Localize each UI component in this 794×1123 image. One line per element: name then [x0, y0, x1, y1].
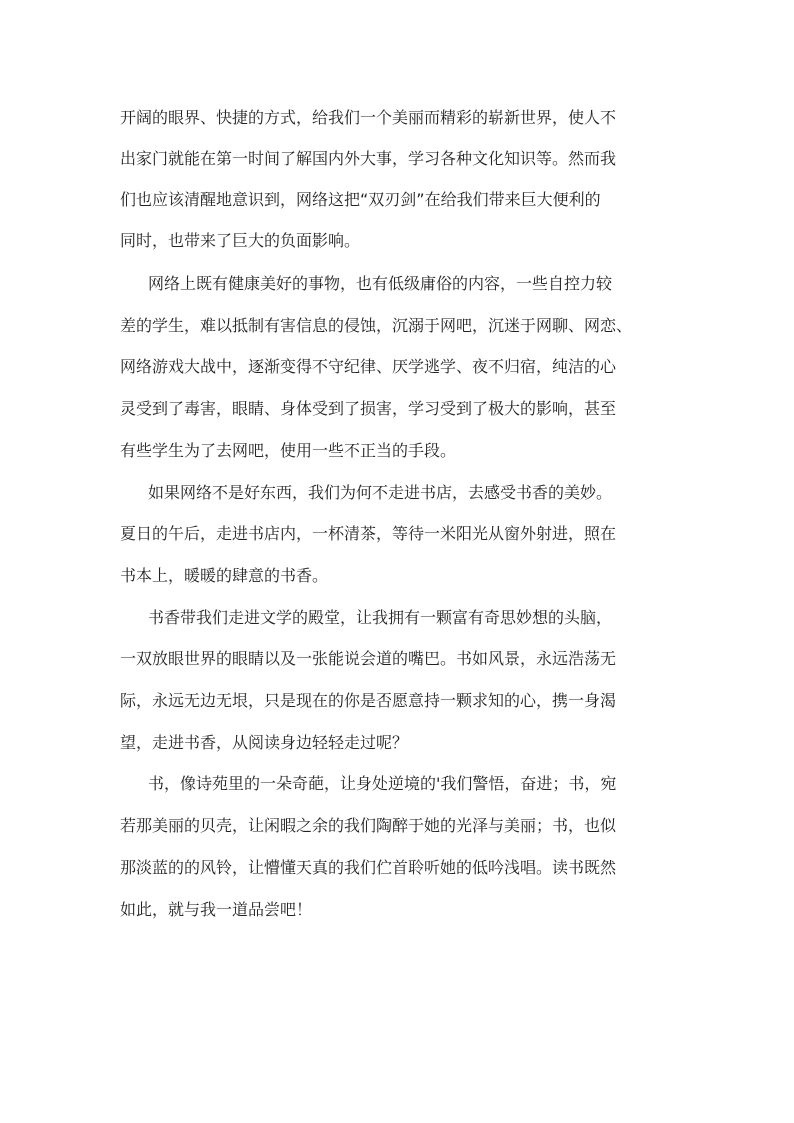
text-line: 同时，也带来了巨大的负面影响。 — [120, 231, 361, 250]
text-line: 一双放眼世界的眼睛以及一张能说会道的嘴巴。书如风景，永远浩荡无 — [120, 649, 617, 668]
text-line: 开阔的眼界、快捷的方式，给我们一个美丽而精彩的崭新世界，使人不 — [120, 108, 617, 127]
text-line: 如果网络不是好东西，我们为何不走进书店，去感受书香的美妙。 — [148, 483, 613, 502]
text-line: 差的学生，难以抵制有害信息的侵蚀，沉溺于网吧，沉迷于网聊、网恋、 — [120, 316, 633, 335]
text-line: 出家门就能在第一时间了解国内外大事，学习各种文化知识等。然而我 — [120, 149, 617, 168]
text-line: 书本上，暖暖的肆意的书香。 — [120, 566, 329, 585]
text-line: 书香带我们走进文学的殿堂，让我拥有一颗富有奇思妙想的头脑， — [148, 608, 613, 627]
text-line: 网络上既有健康美好的事物，也有低级庸俗的内容，一些自控力较 — [148, 274, 613, 293]
text-line: 夏日的午后，走进书店内，一杯清茶，等待一米阳光从窗外射进，照在 — [120, 524, 617, 543]
text-line: 网络游戏大战中，逐渐变得不守纪律、厌学逃学、夜不归宿，纯洁的心 — [120, 357, 617, 376]
text-line: 书，像诗苑里的一朵奇葩，让身处逆境的'我们警悟，奋进；书，宛 — [148, 774, 617, 793]
text-line: 若那美丽的贝壳，让闲暇之余的我们陶醉于她的光泽与美丽；书，也似 — [120, 816, 617, 835]
text-line: 们也应该清醒地意识到，网络这把“双刃剑”在给我们带来巨大便利的 — [120, 190, 601, 209]
text-line: 望，走进书香，从阅读身边轻轻走过呢？ — [120, 733, 409, 752]
text-line: 有些学生为了去网吧，使用一些不正当的手段。 — [120, 441, 457, 460]
text-line: 际，永远无边无垠，只是现在的你是否愿意持一颗求知的心，携一身渴 — [120, 691, 617, 710]
text-line: 灵受到了毒害，眼睛、身体受到了损害，学习受到了极大的影响，甚至 — [120, 399, 617, 418]
text-line: 如此，就与我一道品尝吧！ — [120, 900, 313, 919]
text-line: 那淡蓝的的风铃，让懵懂天真的我们伫首聆听她的低吟浅唱。读书既然 — [120, 858, 617, 877]
